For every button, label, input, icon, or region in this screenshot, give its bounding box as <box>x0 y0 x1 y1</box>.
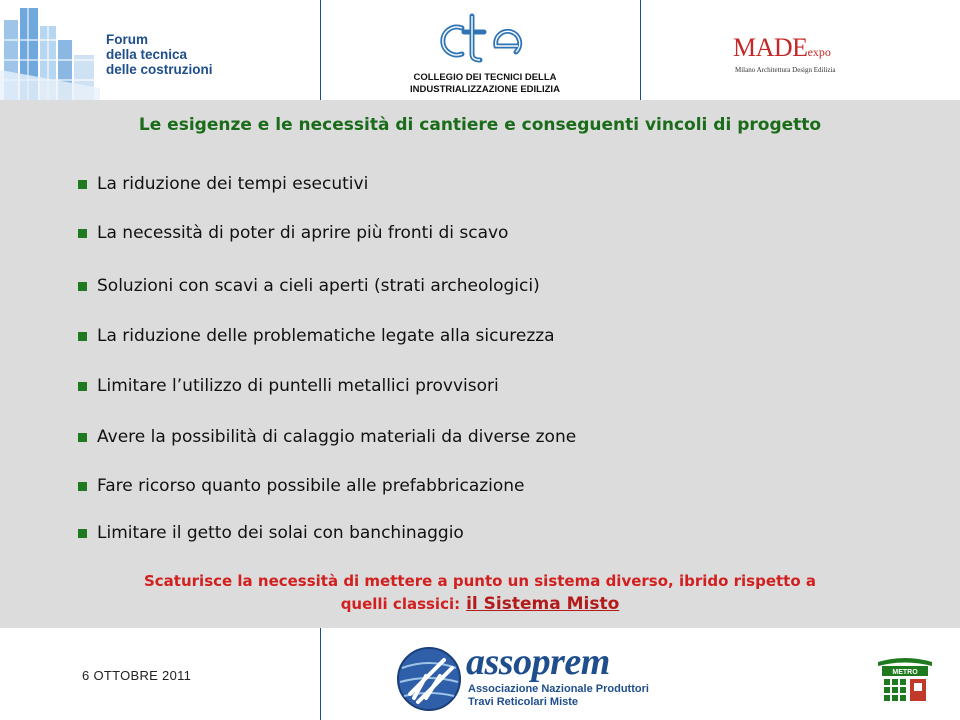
bullet-text: Soluzioni con scavi a cieli aperti (strati archeologici) <box>97 276 540 296</box>
assoprem-sub-line-1: Associazione Nazionale Produttori <box>468 683 649 695</box>
list-item <box>78 174 368 194</box>
cte-line-1: COLLEGIO DEI TECNICI DELLA <box>413 72 557 83</box>
forum-line-1: Forum <box>106 32 148 47</box>
slide-title: Le esigenze e le necessità di cantiere e conseguenti vincoli di progetto <box>138 115 822 135</box>
conclusion-prefix: quelli classici: <box>340 595 461 613</box>
list-item <box>78 223 508 243</box>
bullet-text: Avere la possibilità di calaggio materiali da diverse zone <box>97 427 577 447</box>
metro-label: METRO <box>892 669 918 676</box>
bullet-square-icon <box>78 529 87 538</box>
list-item <box>78 427 576 447</box>
bullet-text: Fare ricorso quanto possibile alle prefabbricazione <box>97 476 525 496</box>
bullet-square-icon <box>78 382 87 391</box>
slide-header <box>0 0 960 100</box>
made-expo-word: expo <box>807 45 831 59</box>
made-word: MADE <box>733 33 808 62</box>
bullet-text: Limitare il getto dei solai con banchinaggio <box>97 523 464 543</box>
forum-title <box>106 32 213 77</box>
assoprem-globe-logo <box>396 646 462 712</box>
conclusion-line-1: Scaturisce la necessità di mettere a punto un sistema diverso, ibrido rispetto a <box>143 572 816 590</box>
assoprem-sub-line-2: Travi Reticolari Miste <box>468 696 579 708</box>
bullet-square-icon <box>78 282 87 291</box>
bullet-square-icon <box>78 229 87 238</box>
footer-divider <box>320 628 321 720</box>
made-expo-logo <box>733 33 831 63</box>
header-divider-1 <box>320 0 321 100</box>
header-divider-2 <box>640 0 641 100</box>
slide-date: 6 OTTOBRE 2011 <box>82 668 192 683</box>
forum-building-logo <box>0 0 100 100</box>
bullet-text: La riduzione dei tempi esecutivi <box>97 174 369 194</box>
forum-line-3: delle costruzioni <box>106 62 213 77</box>
metro-logo <box>876 654 934 704</box>
bullet-text: La necessità di poter di aprire più fronti di scavo <box>97 223 509 243</box>
bullet-text: La riduzione delle problematiche legate alla sicurezza <box>97 326 555 346</box>
sistema-misto-link[interactable]: il Sistema Misto <box>466 594 620 614</box>
bullet-square-icon <box>78 482 87 491</box>
list-item <box>78 276 540 296</box>
forum-line-2: della tecnica <box>106 47 188 62</box>
assoprem-wordmark: assoprem <box>466 641 610 683</box>
assoprem-subtitle <box>468 683 649 709</box>
made-expo-subtitle: Milano Architettura Design Edilizia <box>735 66 836 74</box>
cte-caption <box>380 72 590 96</box>
bullet-square-icon <box>78 180 87 189</box>
cte-logo <box>440 10 530 68</box>
list-item <box>78 523 464 543</box>
list-item <box>78 476 525 496</box>
bullet-square-icon <box>78 433 87 442</box>
conclusion-line-2 <box>60 593 900 616</box>
bullet-text: Limitare l’utilizzo di puntelli metallici provvisori <box>97 376 499 396</box>
conclusion <box>60 570 900 616</box>
list-item <box>78 376 499 396</box>
list-item <box>78 326 555 346</box>
cte-line-2: INDUSTRIALIZZAZIONE EDILIZIA <box>410 84 560 95</box>
bullet-square-icon <box>78 332 87 341</box>
